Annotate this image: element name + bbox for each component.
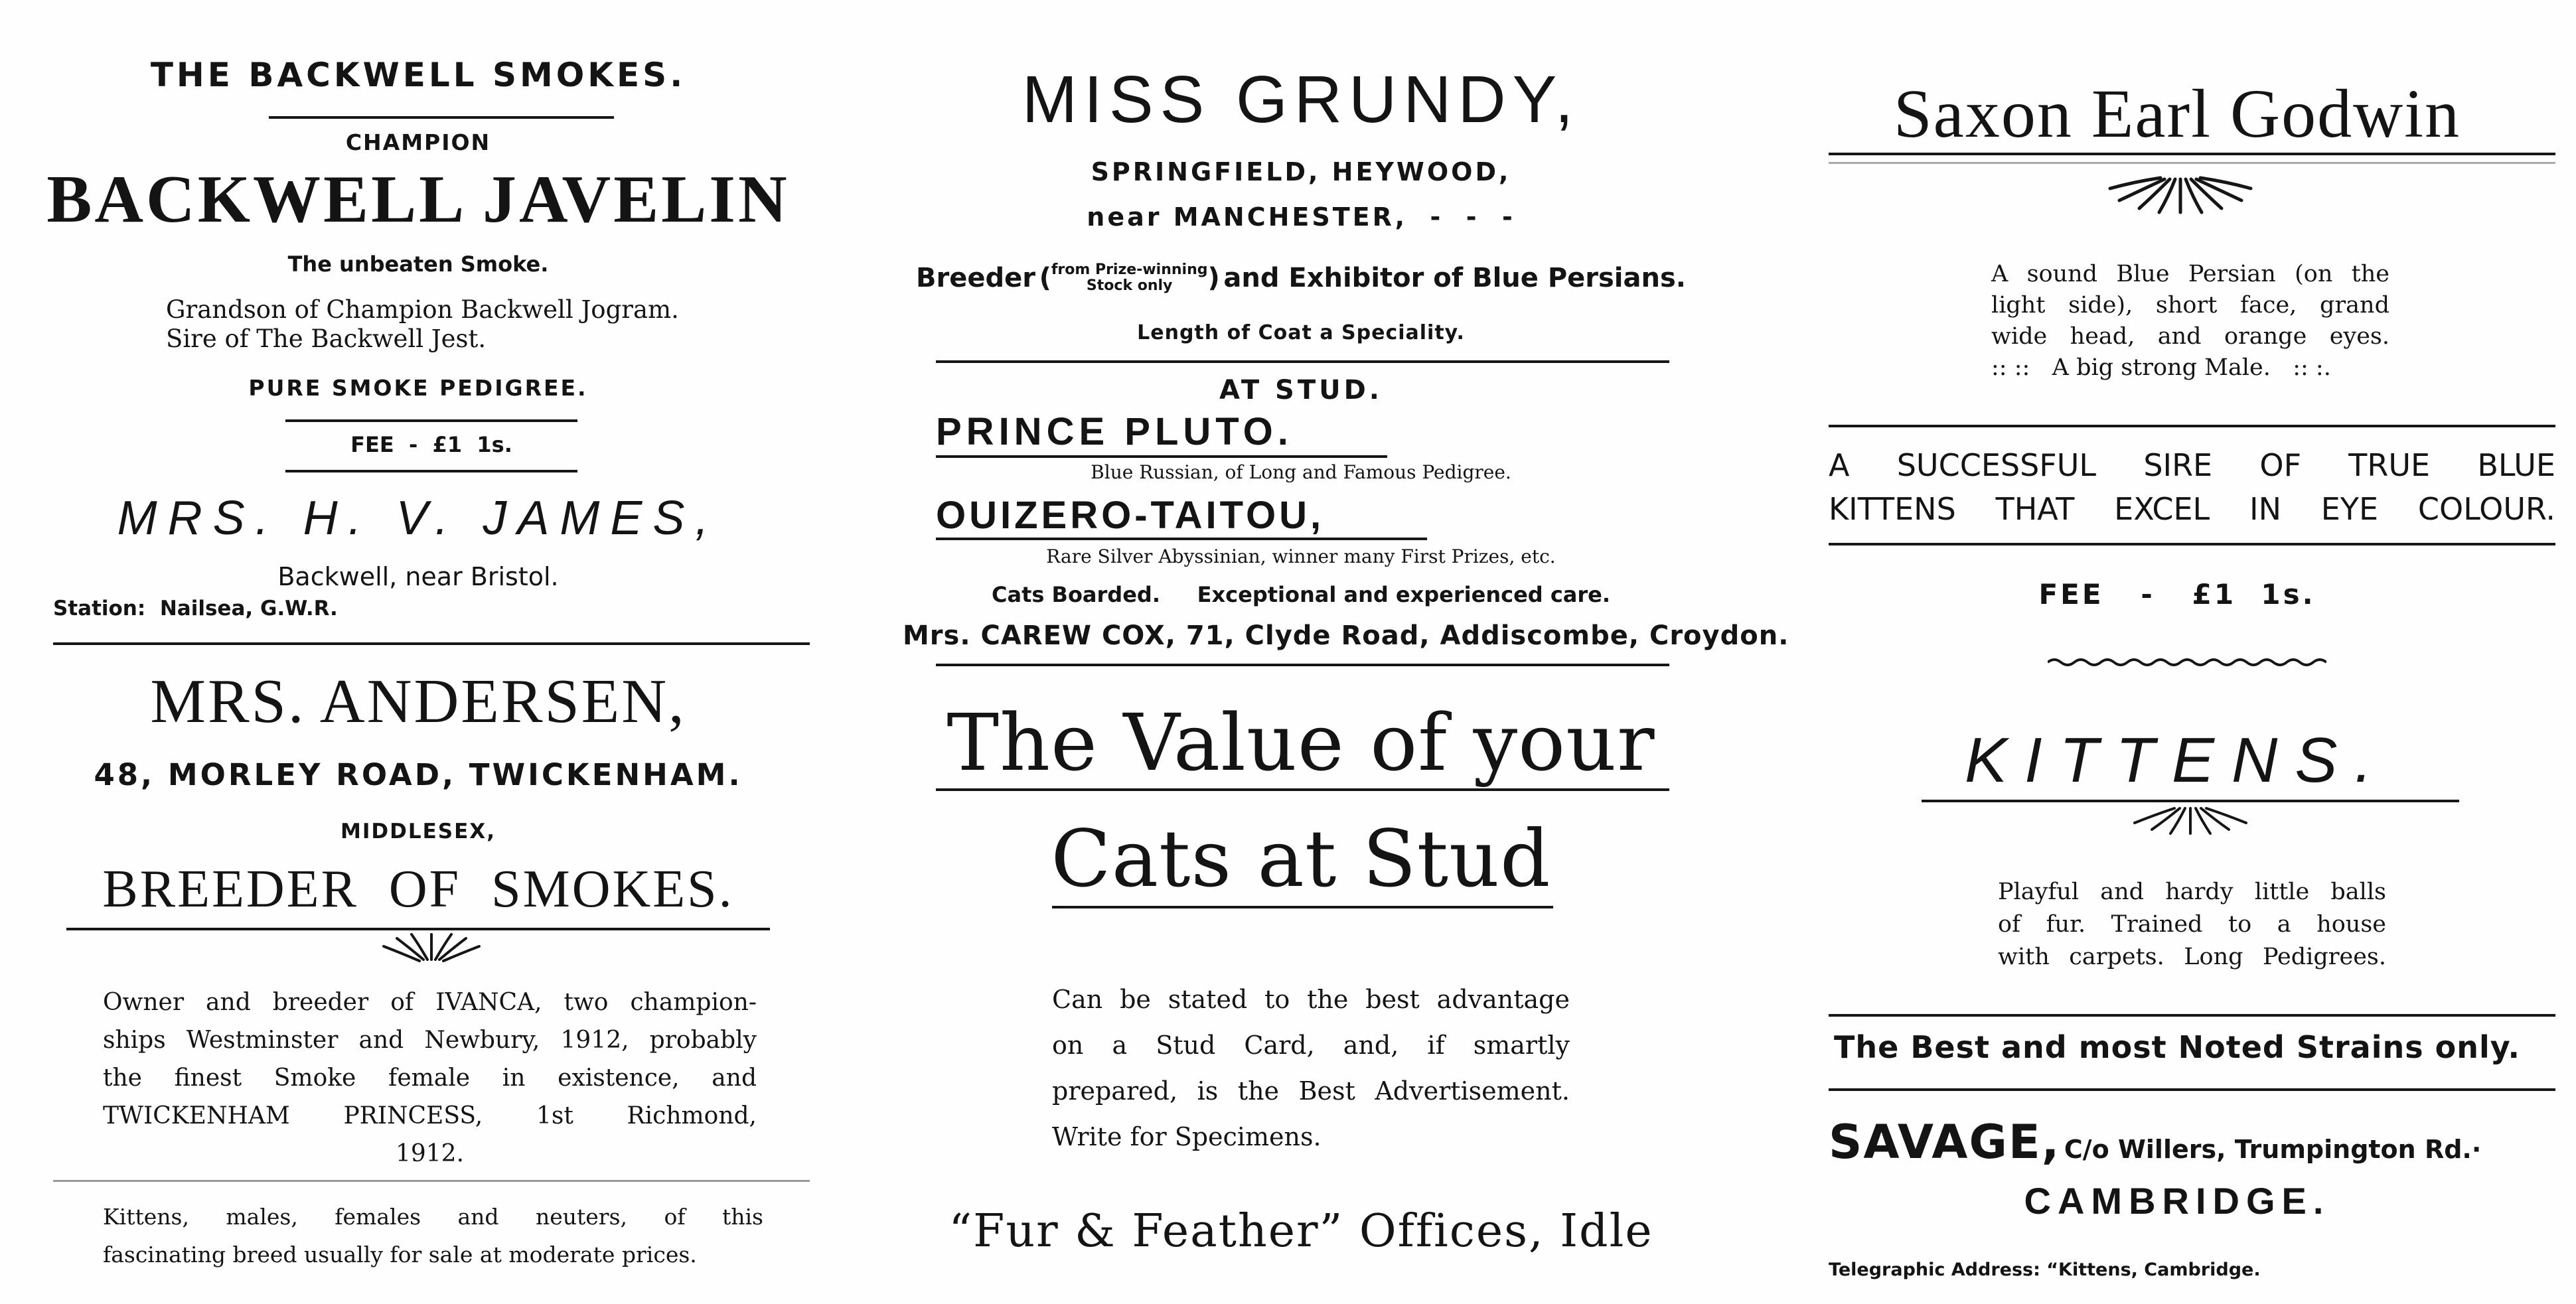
address: Backwell, near Bristol. <box>277 562 559 591</box>
note-line: fascinating breed usually for sale at moderate prices. <box>103 1242 697 1268</box>
kittens-description <box>1998 876 2386 974</box>
desc-line: with carpets. Long Pedigrees. <box>1998 944 2386 970</box>
breeder-text: and Exhibitor of Blue Persians. <box>1223 263 1686 293</box>
desc-line: of fur. Trained to a house <box>1998 911 2386 938</box>
rule <box>269 116 614 119</box>
column-left <box>27 0 810 1304</box>
desc-line: TWICKENHAM PRINCESS, 1st Richmond, <box>103 1102 757 1129</box>
city-cambridge: CAMBRIDGE. <box>2024 1180 2330 1222</box>
breeder-name-andersen: MRS. ANDERSEN, <box>150 667 686 736</box>
faint-rule <box>1829 162 2555 164</box>
breeder-paren <box>1051 262 1208 294</box>
desc-line: Sire of The Backwell Jest. <box>166 325 487 353</box>
column-right <box>1792 0 2562 1304</box>
champion-label: CHAMPION <box>345 129 491 155</box>
divider <box>936 360 1669 363</box>
stud-cat-desc: Blue Russian, of Long and Famous Pedigree. <box>1091 461 1511 483</box>
headline-line: Cats at Stud <box>1051 813 1551 905</box>
address-line: SPRINGFIELD, HEYWOOD, <box>1091 157 1511 186</box>
rule <box>936 788 1669 791</box>
savage-contact <box>1829 1115 2481 1169</box>
divider <box>936 664 1669 666</box>
fur-feather-offices: “Fur & Feather” Offices, Idle <box>948 1205 1653 1258</box>
sire-statement <box>1829 443 2555 531</box>
tagline: The unbeaten Smoke. <box>287 252 549 277</box>
coat-speciality: Length of Coat a Speciality. <box>1137 321 1465 344</box>
desc-line: :: :: A big strong Male. :: :. <box>1991 354 2331 381</box>
breeder-line: Breeder (from Prize-winning Stock only ) and Exhibitor of Blue Persians. <box>916 261 1686 294</box>
breeder-text: Breeder <box>916 263 1035 293</box>
kittens-heading: KITTENS. <box>1964 725 2390 796</box>
desc-line: light side), short face, grand <box>1991 292 2389 319</box>
desc-line: ships Westminster and Newbury, 1912, probably <box>103 1027 757 1054</box>
contact-line: Mrs. CAREW COX, 71, Clyde Road, Addiscombe, Croydon. <box>903 620 1789 651</box>
sire-line: A SUCCESSFUL SIRE OF TRUE BLUE <box>1829 447 2555 483</box>
breeder-name-grundy: MISS GRUNDY, <box>1022 62 1580 137</box>
body-line: Can be stated to the best advantage <box>1052 985 1570 1014</box>
owner-name-savage: SAVAGE, <box>1829 1115 2061 1169</box>
desc-line: Grandson of Champion Backwell Jogram. <box>166 295 679 324</box>
note-line: Kittens, males, females and neuters, of this <box>103 1204 763 1230</box>
ornament-flourish <box>378 930 485 964</box>
rule <box>1922 800 2459 802</box>
desc-line: wide head, and orange eyes. <box>1991 323 2389 350</box>
desc-line: A sound Blue Persian (on the <box>1991 261 2389 287</box>
desc-line: Playful and hardy little balls <box>1998 879 2386 905</box>
column-middle <box>903 0 1789 1304</box>
rule <box>936 538 1427 540</box>
body-line: prepared, is the Best Advertisement. <box>1052 1076 1570 1106</box>
desc-line: the finest Smoke female in existence, and <box>103 1064 757 1092</box>
county: MIDDLESEX, <box>341 820 496 843</box>
rule <box>1829 153 2555 155</box>
divider <box>1829 1088 2555 1091</box>
address-line: near MANCHESTER, - - - <box>1087 202 1515 232</box>
paren-line: Stock only <box>1086 277 1173 294</box>
fee-label: FEE - £1 1s. <box>2038 578 2316 611</box>
stud-cat-desc: Rare Silver Abyssinian, winner many First Prizes, etc. <box>1046 545 1556 567</box>
andersen-description <box>103 983 757 1173</box>
desc-line: 1912. <box>395 1140 465 1167</box>
stud-cat-prince-pluto: PRINCE PLUTO. <box>936 410 1293 453</box>
faint-divider <box>53 1180 810 1182</box>
desc-line: Owner and breeder of IVANCA, two champion- <box>103 989 757 1016</box>
kittens-note <box>103 1198 763 1273</box>
owner-name: MRS. H. V. JAMES, <box>117 492 720 545</box>
at-stud-label: AT STUD. <box>1219 375 1383 405</box>
divider <box>1829 425 2555 427</box>
body-line: on a Stud Card, and, if smartly <box>1052 1031 1570 1060</box>
cat-name-backwell-javelin: BACKWELL JAVELIN <box>46 162 790 237</box>
station: Station: Nailsea, G.W.R. <box>53 597 338 620</box>
rule <box>1052 906 1553 908</box>
divider <box>1829 543 2555 545</box>
ornament-flourish <box>2131 804 2250 839</box>
telegraphic-address: Telegraphic Address: “Kittens, Cambridge. <box>1829 1260 2261 1280</box>
rule <box>285 470 577 472</box>
godwin-description <box>1991 259 2389 384</box>
pedigree-label: PURE SMOKE PEDIGREE. <box>248 375 588 401</box>
divider <box>1829 1014 2555 1017</box>
strains-line: The Best and most Noted Strains only. <box>1834 1029 2520 1065</box>
ornament-flourish <box>2107 174 2253 219</box>
headline-line: The Value of your <box>947 697 1655 788</box>
street-address: 48, MORLEY ROAD, TWICKENHAM. <box>94 757 743 792</box>
cat-name-saxon-earl-godwin: Saxon Earl Godwin <box>1893 76 2461 152</box>
fee-label: FEE - £1 1s. <box>350 432 512 457</box>
rule <box>936 455 1387 458</box>
paren-line: from Prize-winning <box>1051 261 1208 278</box>
body-line: Write for Specimens. <box>1052 1122 1322 1151</box>
fur-feather-body <box>1052 977 1570 1160</box>
sire-line: KITTENS THAT EXCEL IN EYE COLOUR. <box>1829 491 2555 527</box>
wavy-rule <box>2048 656 2326 669</box>
owner-address: C/o Willers, Trumpington Rd.· <box>2064 1135 2482 1164</box>
boarding-note: Cats Boarded. Exceptional and experienced care. <box>991 582 1611 607</box>
divider <box>53 642 810 645</box>
ad-backwell-heading: THE BACKWELL SMOKES. <box>150 56 686 94</box>
stud-cat-ouizero-taitou: OUIZERO-TAITOU, <box>936 494 1325 537</box>
rule <box>285 419 577 422</box>
breeder-of-smokes: BREEDER OF SMOKES. <box>102 860 734 918</box>
